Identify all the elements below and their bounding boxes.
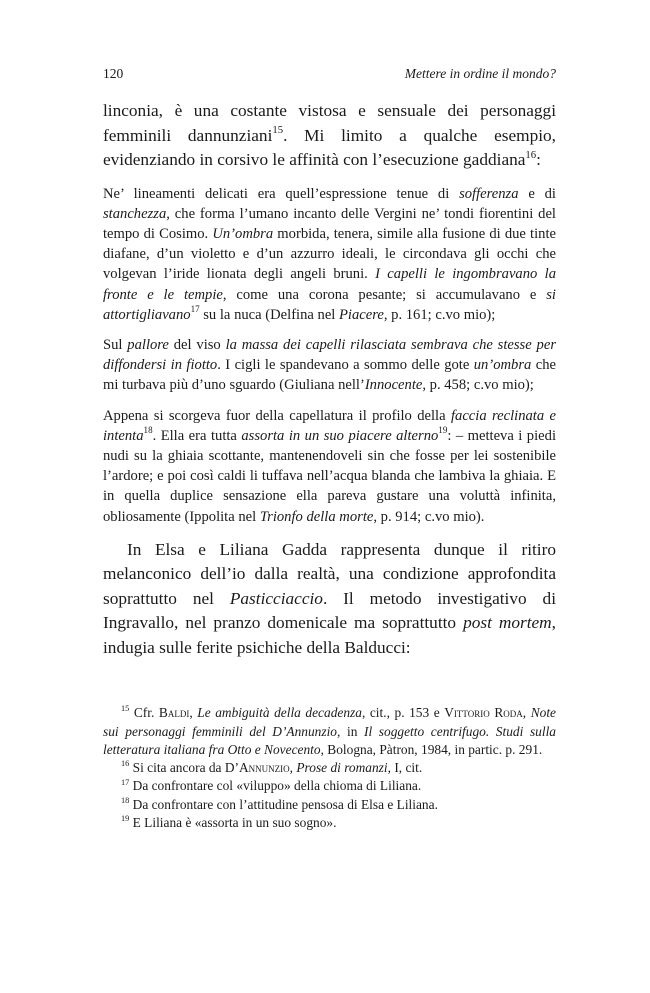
footnote-18: $^{18}$ Da confrontare con l’attitudine pensosa di Elsa e Liliana. xyxy=(121,795,438,812)
footnote-15: $^{15}$ Cfr. Baldi, Le ambiguità della decadenza, cit., p. 153 e Vittorio Roda, Note sui personaggi femminili del D’Annunzio, in Il soggetto centrifugo. Studi sulla letteratura italiana fra Otto e Novecento, Bologna, Pàtron, 1984, in partic. p. 291. xyxy=(103,704,556,757)
footnote-17: $^{17}$ Da confrontare col «viluppo» della chioma di Liliana. xyxy=(121,777,422,794)
footnote-ref-16[interactable]: 16 xyxy=(525,148,537,161)
running-header xyxy=(103,66,556,86)
quotation-2: Sul pallore del viso la massa dei capelli rilasciata sembrava che stesse per diffondersi in fiotto. I cigli le spandevano a sommo delle gote un’ombra che mi turbava più d’uno sguardo (Giuliana nell’Innocente, p. 458; c.vo mio); xyxy=(103,336,556,394)
quotation-3: Appena si scorgeva fuor della capellatura il profilo della faccia reclinata e intenta$^{18}$. Ella era tutta assorta in un suo piacere alterno$^{19}$: – metteva i piedi nudi su la ghiaia scottante, mantenendoveli sin che fosse per lei sostenibile l’ardore; e poi così caldi li tuffava nell’acqua blanda che lambiva la ghiaia. E in quella duplice sensazione ella pareva gustare una voluttà infinita, obliosamente (Ippolita nel Trionfo della morte, p. 914; c.vo mio). xyxy=(103,407,556,525)
body-paragraph-2: In Elsa e Liliana Gadda rappresenta dunque il ritiro melanconico dell’io dalla realtà, una condizione approfondita soprattutto nel Pasticciaccio. Il metodo investigativo di Ingravallo, nel pranzo domenicale ma soprattutto post mortem, indugia sulle ferite psichiche della Balducci: xyxy=(103,539,556,657)
quotation-1: Ne’ lineamenti delicati era quell’espressione tenue di sofferenza e di stanchezza, che forma l’umano incanto delle Vergini ne’ tondi fiorentini del tempo di Cosimo. Un’ombra morbida, tenera, simile alla fusione di due tinte diafane, d’un violetto e d’un azzurro ideali, le circondava gli occhi che volgevan l’iride lionata degli angeli bruni. I capelli le ingombravano la fronte e le tempie, come una corona pesante; si accumulavano e si attortigliavano$^{17}$ su la nuca (Delfina nel Piacere, p. 161; c.vo mio); xyxy=(103,185,556,323)
footnote-16: $^{16}$ Si cita ancora da D’Annunzio, Prose di romanzi, I, cit. xyxy=(121,759,423,776)
page-number: 120 xyxy=(103,66,124,81)
footnote-ref-17[interactable]: 17 xyxy=(190,304,200,315)
footnote-ref-19[interactable]: 19 xyxy=(438,425,448,436)
footnotes xyxy=(103,704,556,832)
body-paragraph-1: linconia, è una costante vistosa e sensuale dei personaggi femminili dannunziani$^{15}$. Mi limito a qualche esempio, evidenziando in corsivo le affinità con l’esecuzione gaddiana$^{16}$: xyxy=(103,101,556,169)
footnote-19: $^{19}$ E Liliana è «assorta in un suo sogno». xyxy=(121,814,337,831)
page xyxy=(103,66,556,832)
footnote-ref-15[interactable]: 15 xyxy=(272,124,284,137)
running-title: Mettere in ordine il mondo? xyxy=(404,66,556,81)
footnote-ref-18[interactable]: 18 xyxy=(143,425,153,436)
